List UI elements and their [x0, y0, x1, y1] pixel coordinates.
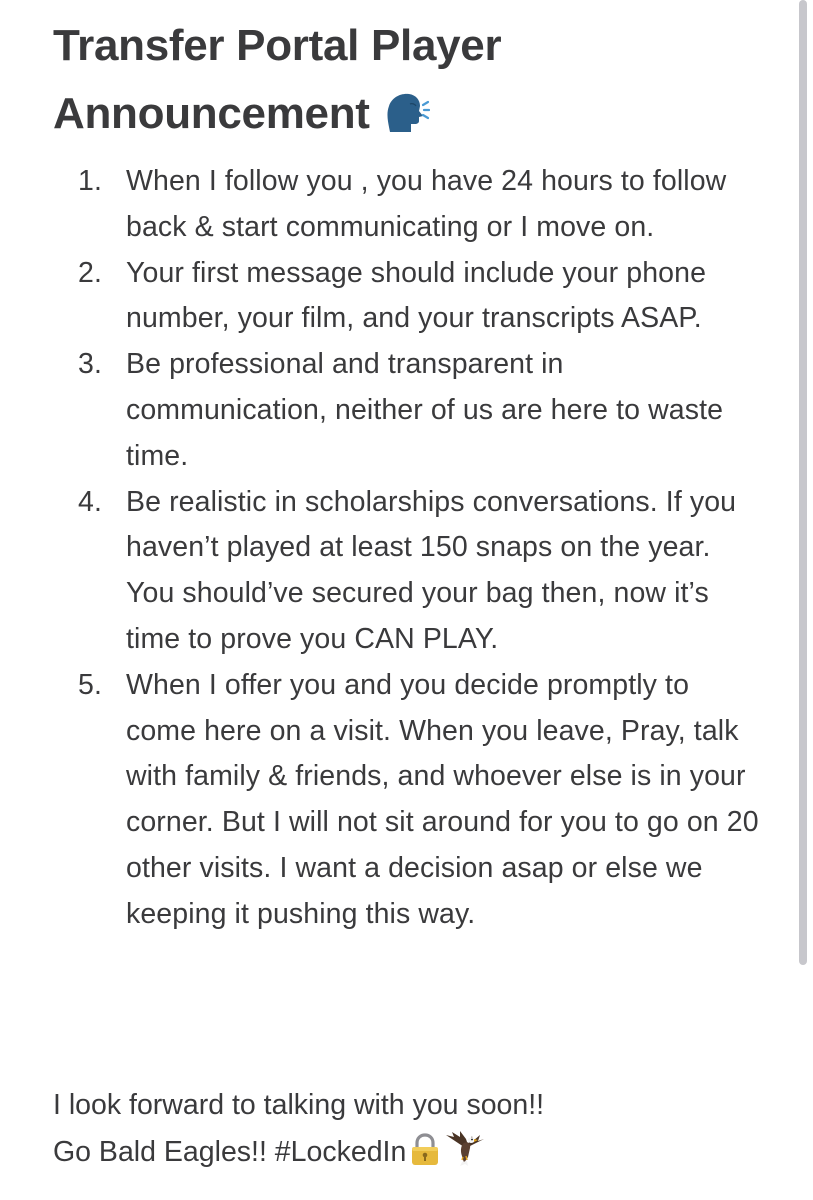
- page-title: [53, 12, 773, 154]
- list-item-text: When I follow you , you have 24 hours to follow back & start communicating or I move on.: [126, 165, 727, 243]
- list-item-number: 2.: [78, 256, 102, 289]
- closing-line-2-text: Go Bald Eagles!! #LockedIn: [53, 1136, 407, 1168]
- title-text: Transfer Portal Player Announcement: [53, 21, 502, 138]
- list-item-number: 1.: [78, 165, 102, 197]
- list-item-number: 4.: [78, 485, 102, 518]
- scrollbar[interactable]: [799, 0, 807, 965]
- rules-list: [0, 159, 790, 938]
- closing-line-2: [53, 1129, 793, 1182]
- list-item: [0, 251, 766, 343]
- eagle-icon: [444, 1129, 488, 1182]
- closing-text: [53, 1082, 793, 1182]
- list-item-text: Be realistic in scholarships conversations. If you haven’t played at least 150 snaps on the year. You should’ve secured your bag then, now it’s time to prove you CAN PLAY.: [126, 485, 737, 655]
- speaking-head-icon: [384, 86, 430, 154]
- list-item-text: Be professional and transparent in communication, neither of us are here to waste time.: [126, 348, 724, 472]
- list-item: [0, 159, 766, 251]
- list-item-text: Your first message should include your phone number, your film, and your transcripts ASAP.: [126, 256, 707, 335]
- list-item: [0, 480, 766, 663]
- list-item-number: 5.: [78, 668, 102, 701]
- list-item: [0, 342, 766, 479]
- lock-icon: [408, 1133, 442, 1182]
- closing-line-1: I look forward to talking with you soon!!: [53, 1089, 545, 1121]
- list-item: [0, 663, 766, 938]
- list-item-number: 3.: [78, 348, 102, 381]
- list-item-text: When I offer you and you decide promptly to come here on a visit. When you leave, Pray, talk with family & friends, and whoever else is in your corner. But I will not sit around for you to go on 20 other visits. I want a decision asap or else we keeping it pushing this way.: [126, 668, 759, 930]
